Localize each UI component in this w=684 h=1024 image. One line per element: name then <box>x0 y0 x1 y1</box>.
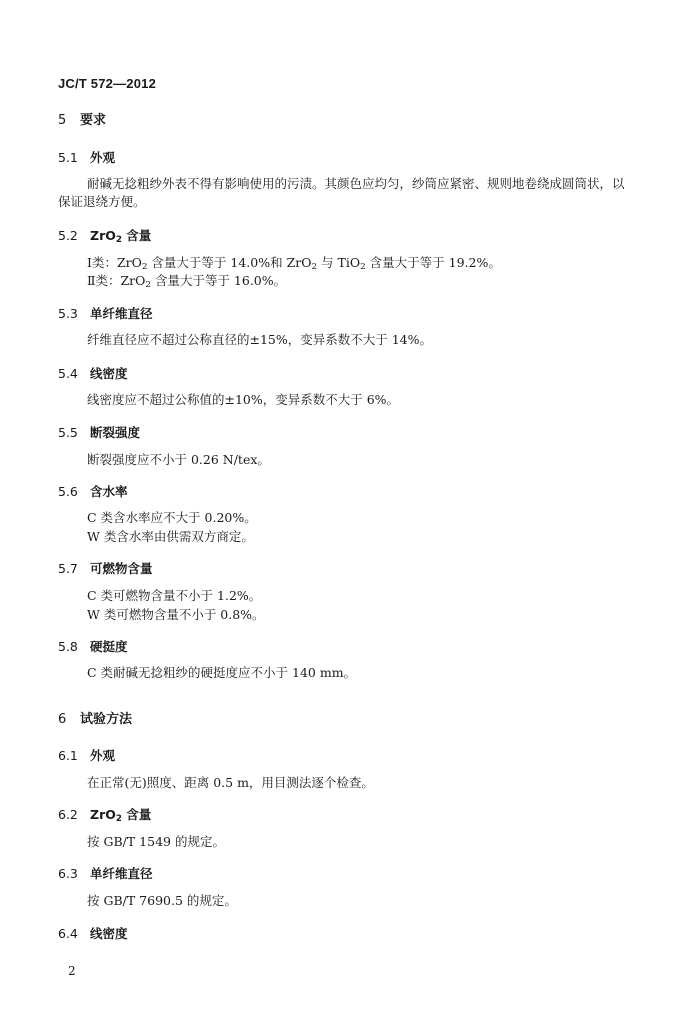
section-5-6-heading <box>58 482 128 500</box>
subscript: 2 <box>360 262 366 273</box>
section-title-rest: 含量 <box>121 807 152 822</box>
section-5-2-heading <box>58 226 151 245</box>
section-title: 含水率 <box>90 484 128 499</box>
section-number: 5.3 <box>58 306 78 321</box>
text-run: Ⅱ类：ZrO <box>87 273 146 288</box>
paragraph-6-1: 在正常(无)照度、距离 0.5 m，用目测法逐个检查。 <box>87 775 374 790</box>
paragraph-5-8: C 类耐碱无捻粗纱的硬挺度应不小于 140 mm。 <box>87 665 357 680</box>
section-number: 6 <box>58 712 67 727</box>
paragraph-5-5: 断裂强度应不小于 0.26 N/tex。 <box>87 452 270 467</box>
section-6-1-heading <box>58 746 115 764</box>
section-number: 5.4 <box>58 366 78 381</box>
section-5-4-heading <box>58 364 128 382</box>
text-run: 含量大于等于 14.0%和 ZrO <box>147 255 312 270</box>
section-title-zro: ZrO <box>90 228 116 243</box>
section-6-4-heading <box>58 924 128 942</box>
text-run: 与 TiO <box>317 255 361 270</box>
paragraph-5-6-line-1: C 类含水率应不大于 0.20%。 <box>87 510 257 525</box>
paragraph-5-1-line-1: 耐碱无捻粗纱外表不得有影响使用的污渍。其颜色应均匀，纱筒应紧密、规则地卷绕成圆筒状，以 <box>87 176 625 191</box>
section-5-8-heading <box>58 637 128 655</box>
section-number: 6.2 <box>58 807 78 822</box>
section-title: 单纤维直径 <box>90 866 153 881</box>
section-number: 6.1 <box>58 748 78 763</box>
subscript: 2 <box>115 235 122 246</box>
section-title: 线密度 <box>90 366 128 381</box>
section-number: 5.6 <box>58 484 78 499</box>
subscript: 2 <box>115 814 122 825</box>
paragraph-5-1-line-2: 保证退绕方便。 <box>58 194 146 209</box>
section-6-heading <box>58 708 132 727</box>
paragraph-5-4: 线密度应不超过公称值的±10%，变异系数不大于 6%。 <box>87 392 400 407</box>
subscript: 2 <box>141 262 148 273</box>
section-title-rest: 含量 <box>121 228 152 243</box>
subscript: 2 <box>311 262 318 273</box>
section-title: 可燃物含量 <box>90 561 153 576</box>
section-number: 5.7 <box>58 561 78 576</box>
text-run: Ⅰ类：ZrO <box>87 255 142 270</box>
section-5-heading <box>58 109 106 128</box>
page-number: 2 <box>68 964 76 978</box>
section-title: 试验方法 <box>80 712 133 727</box>
paragraph-5-7-line-1: C 类可燃物含量不小于 1.2%。 <box>87 588 262 603</box>
section-number: 6.3 <box>58 866 78 881</box>
text-run: 含量大于等于 16.0%。 <box>150 273 287 288</box>
text-run: 含量大于等于 19.2%。 <box>365 255 501 270</box>
section-title: 单纤维直径 <box>90 306 153 321</box>
section-title: 外观 <box>90 748 116 763</box>
section-number: 6.4 <box>58 926 78 941</box>
section-title: 要求 <box>80 113 107 128</box>
section-number: 5 <box>58 113 67 128</box>
paragraph-5-3: 纤维直径应不超过公称直径的±15%，变异系数不大于 14%。 <box>87 332 433 347</box>
section-title: 硬挺度 <box>90 639 128 654</box>
paragraph-5-2-class-2 <box>87 272 286 294</box>
paragraph-6-2: 按 GB/T 1549 的规定。 <box>87 834 225 849</box>
section-number: 5.8 <box>58 639 78 654</box>
paragraph-6-3: 按 GB/T 7690.5 的规定。 <box>87 893 237 908</box>
section-title: 外观 <box>90 150 116 165</box>
section-6-3-heading <box>58 864 153 882</box>
section-5-5-heading <box>58 423 140 441</box>
section-6-2-heading <box>58 805 151 824</box>
section-title: 线密度 <box>90 926 128 941</box>
paragraph-5-6-line-2: W 类含水率由供需双方商定。 <box>87 529 254 544</box>
section-5-7-heading <box>58 559 153 577</box>
standard-number: JC/T 572—2012 <box>58 76 156 91</box>
section-number: 5.5 <box>58 425 78 440</box>
subscript: 2 <box>145 280 151 291</box>
section-5-1-heading <box>58 148 115 166</box>
section-number: 5.2 <box>58 228 78 243</box>
paragraph-5-7-line-2: W 类可燃物含量不小于 0.8%。 <box>87 607 265 622</box>
section-5-3-heading <box>58 304 153 322</box>
section-number: 5.1 <box>58 150 78 165</box>
section-title-zro: ZrO <box>90 807 116 822</box>
section-title: 断裂强度 <box>90 425 141 440</box>
